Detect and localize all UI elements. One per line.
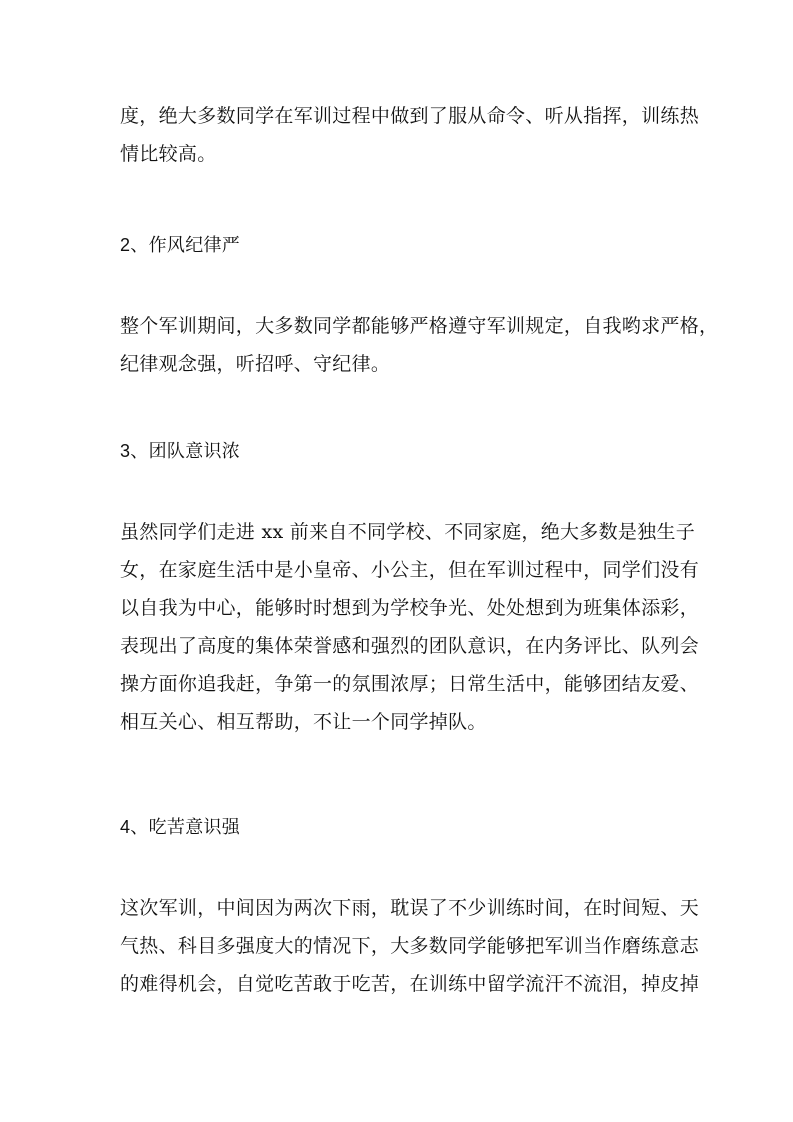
paragraph-line: 的难得机会，自觉吃苦敢于吃苦，在训练中留学流汗不流泪，掉皮掉 xyxy=(120,973,700,995)
paragraph-discipline xyxy=(120,307,719,383)
paragraph-teamwork xyxy=(120,513,700,741)
section-heading-teamwork: 3、团队意识浓 xyxy=(120,441,241,461)
paragraph-line: 以自我为中心，能够时时想到为学校争光、处处想到为班集体添彩， xyxy=(120,597,700,619)
paragraph-line: 这次军训，中间因为两次下雨，耽误了不少训练时间，在时间短、天 xyxy=(120,897,700,919)
paragraph-line: 相互关心、相互帮助，不让一个同学掉队。 xyxy=(120,711,487,733)
section-heading-discipline: 2、作风纪律严 xyxy=(120,235,241,255)
paragraph-line: 表现出了高度的集体荣誉感和强烈的团队意识，在内务评比、队列会 xyxy=(120,635,700,657)
paragraph-hardship xyxy=(120,889,700,1003)
paragraph-training-attitude xyxy=(120,97,700,173)
paragraph-line: 度，绝大多数同学在军训过程中做到了服从命令、听从指挥，训练热 xyxy=(120,105,700,127)
paragraph-line: 气热、科目多强度大的情况下，大多数同学能够把军训当作磨练意志 xyxy=(120,935,700,957)
paragraph-line: 情比较高。 xyxy=(120,143,217,165)
paragraph-line: 虽然同学们走进 xx 前来自不同学校、不同家庭，绝大多数是独生子 xyxy=(120,521,696,543)
paragraph-line: 女，在家庭生活中是小皇帝、小公主，但在军训过程中，同学们没有 xyxy=(120,559,700,581)
paragraph-line: 整个军训期间，大多数同学都能够严格遵守军训规定，自我哟求严格， xyxy=(120,315,719,337)
section-heading-hardship: 4、吃苦意识强 xyxy=(120,817,241,837)
paragraph-line: 纪律观念强，听招呼、守纪律。 xyxy=(120,353,391,375)
paragraph-line: 操方面你追我赶，争第一的氛围浓厚；日常生活中，能够团结友爱、 xyxy=(120,673,700,695)
